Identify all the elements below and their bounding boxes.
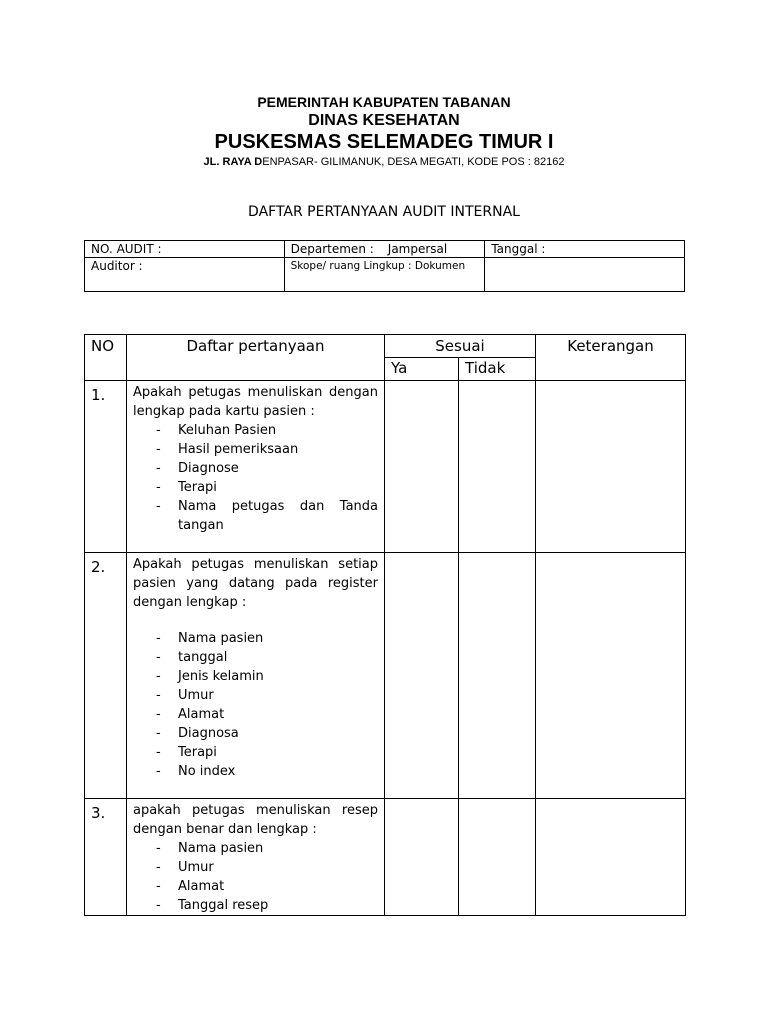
institution-name: PUSKESMAS SELEMADEG TIMUR I <box>214 131 554 153</box>
list-item: - Jenis kelamin <box>133 667 378 686</box>
departemen-label: Departemen : <box>290 242 374 256</box>
list-item: - Diagnosa <box>133 724 378 743</box>
tanggal-label: Tanggal : <box>485 241 685 258</box>
table-row <box>85 553 686 799</box>
list-item: - Alamat <box>133 877 378 896</box>
list-item-line: - Nama petugas dan Tanda <box>178 499 378 514</box>
question-text: lengkap pada kartu pasien : <box>133 404 315 419</box>
list-item: - Terapi <box>133 743 378 762</box>
list-item: - No index <box>133 762 378 781</box>
header-ya: Ya <box>385 358 459 381</box>
header-no: NO <box>85 335 127 381</box>
list-item: - Keluhan Pasien <box>133 421 378 440</box>
ya-cell[interactable] <box>385 799 459 916</box>
keterangan-cell[interactable] <box>536 799 686 916</box>
question-cell <box>127 799 385 916</box>
list-item <box>133 497 378 535</box>
departemen-value: Jampersal <box>387 242 448 256</box>
question-text: apakah petugas menuliskan resep <box>133 803 378 818</box>
row-number: 1. <box>85 381 127 553</box>
header-tidak: Tidak <box>459 358 536 381</box>
list-item: - Hasil pemeriksaan <box>133 440 378 459</box>
table-row <box>85 799 686 916</box>
question-text: pasien yang datang pada register <box>133 576 378 591</box>
address-rest: ENPASAR- GILIMANUK, DESA MEGATI, KODE POS : 82162 <box>262 156 565 168</box>
list-item: - Umur <box>133 858 378 877</box>
question-cell <box>127 381 385 553</box>
keterangan-cell[interactable] <box>536 381 686 553</box>
government-name: PEMERINTAH KABUPATEN TABANAN <box>257 94 511 110</box>
list-item: - Nama pasien <box>133 839 378 858</box>
no-audit-label: NO. AUDIT : <box>85 241 285 258</box>
audit-info-table <box>84 240 685 292</box>
address <box>0 156 768 168</box>
list-item: - Terapi <box>133 478 378 497</box>
question-text: dengan benar dan lengkap : <box>133 822 317 837</box>
checklist <box>133 421 378 535</box>
table-row <box>85 381 686 553</box>
document-title: DAFTAR PERTANYAAN AUDIT INTERNAL <box>248 204 520 220</box>
scope-label: Skope/ ruang Lingkup : Dokumen <box>284 258 485 292</box>
row-number: 2. <box>85 553 127 799</box>
list-item: - Alamat <box>133 705 378 724</box>
checklist <box>133 629 378 781</box>
auditor-label: Auditor : <box>85 258 285 292</box>
list-item-line: tangan <box>178 518 224 533</box>
header-question: Daftar pertanyaan <box>127 335 385 381</box>
list-item: - tanggal <box>133 648 378 667</box>
tidak-cell[interactable] <box>459 799 536 916</box>
header-keterangan: Keterangan <box>536 335 686 381</box>
row-number: 3. <box>85 799 127 916</box>
department-name: DINAS KESEHATAN <box>308 112 460 129</box>
question-cell <box>127 553 385 799</box>
list-item: - Tanggal resep <box>133 896 378 915</box>
address-bold: JL. RAYA D <box>203 156 263 168</box>
question-text: dengan lengkap : <box>133 595 247 610</box>
question-text: Apakah petugas menuliskan setiap <box>133 557 378 572</box>
tidak-cell[interactable] <box>459 553 536 799</box>
audit-question-table <box>84 334 686 916</box>
ya-cell[interactable] <box>385 553 459 799</box>
tidak-cell[interactable] <box>459 381 536 553</box>
list-item: - Nama pasien <box>133 629 378 648</box>
question-text: Apakah petugas menuliskan dengan <box>133 385 378 400</box>
tanggal-blank-cell <box>485 258 685 292</box>
ya-cell[interactable] <box>385 381 459 553</box>
list-item: - Diagnose <box>133 459 378 478</box>
list-item: - Umur <box>133 686 378 705</box>
departemen-cell <box>284 241 485 258</box>
keterangan-cell[interactable] <box>536 553 686 799</box>
header-sesuai: Sesuai <box>385 335 536 358</box>
checklist <box>133 839 378 915</box>
